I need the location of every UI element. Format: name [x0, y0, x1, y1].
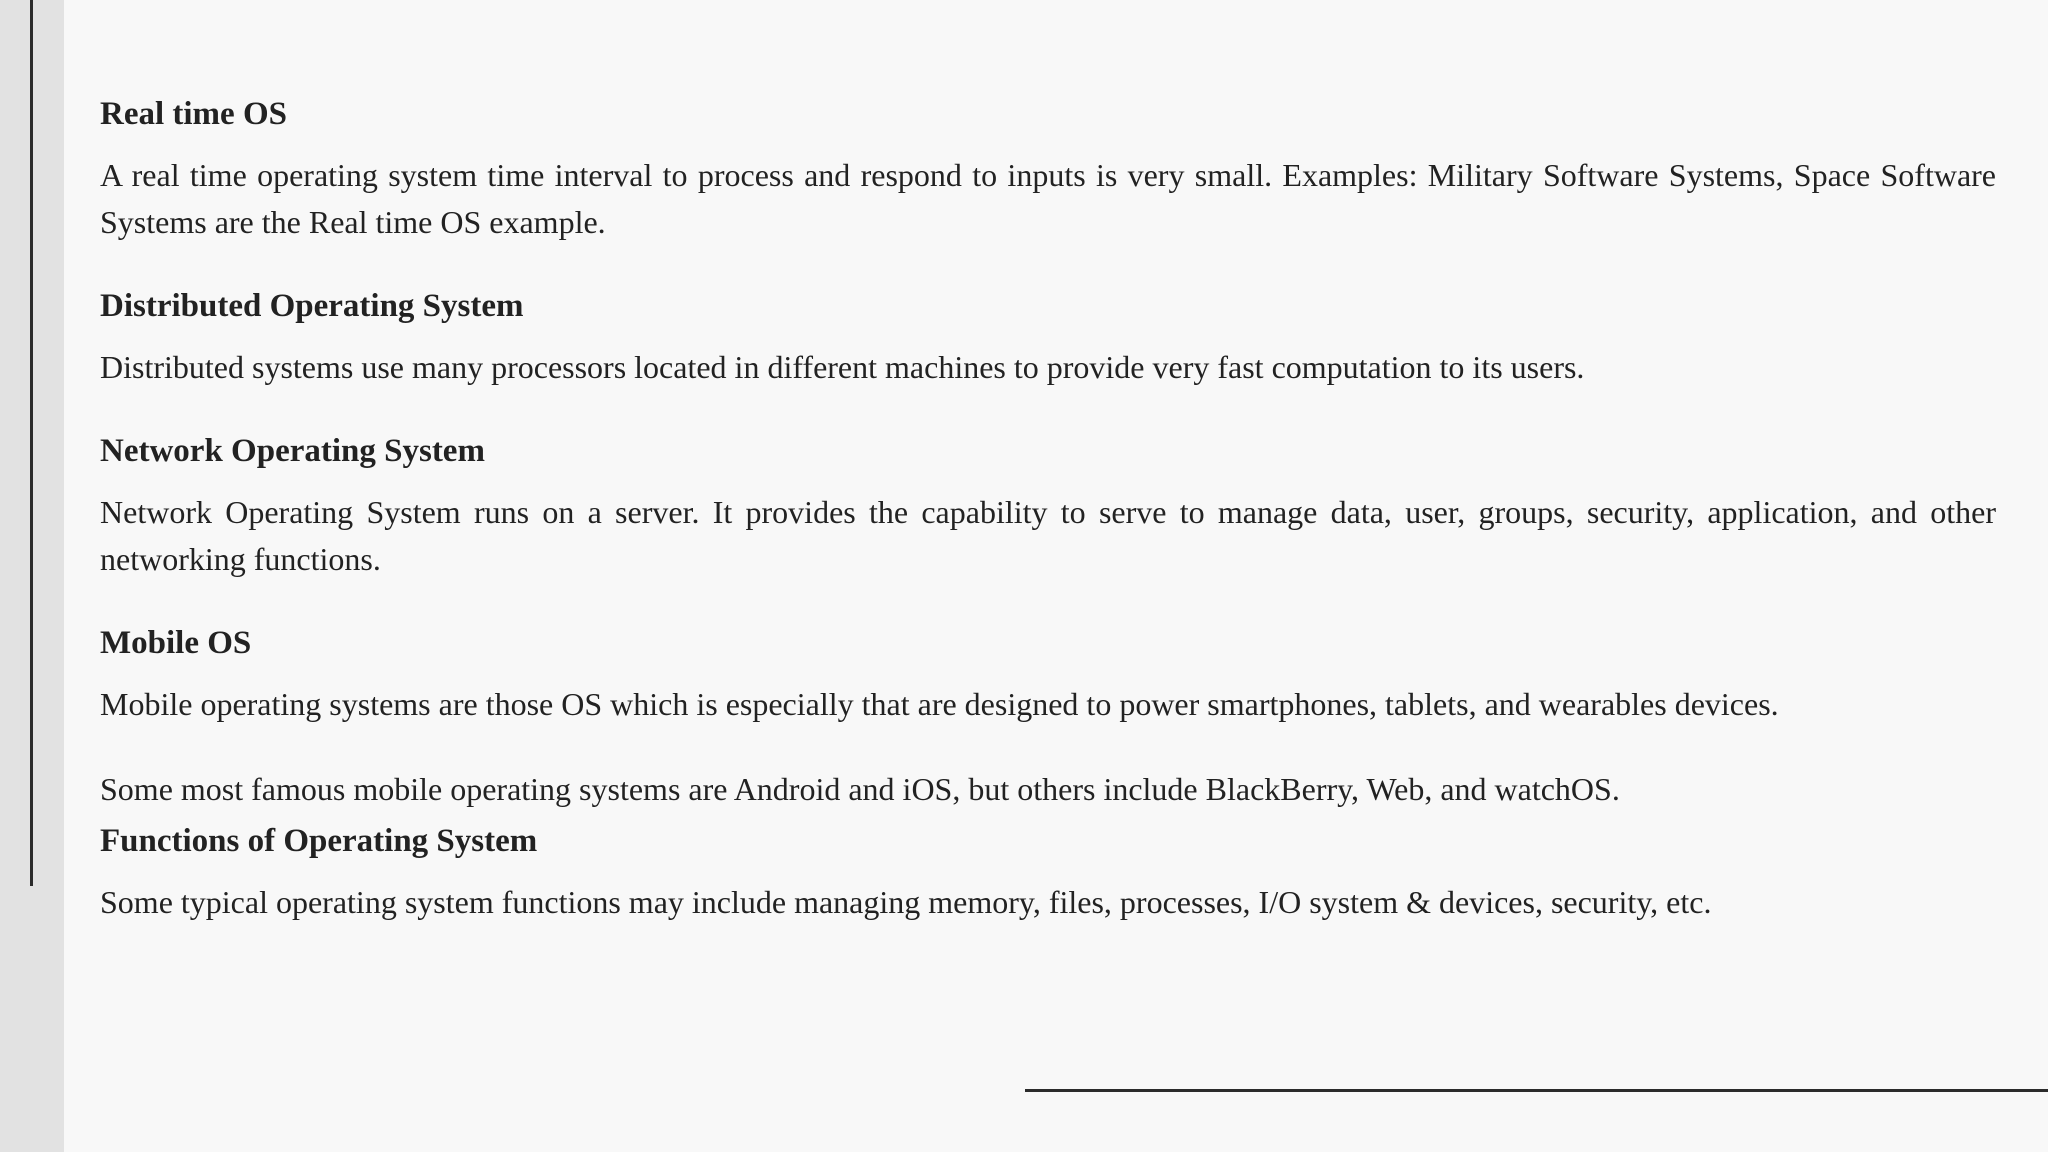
section-os-functions: [100, 819, 1996, 926]
section-paragraph: Some most famous mobile operating systems are Android and iOS, but others include BlackBerry, Web, and watchOS.: [100, 771, 1620, 807]
bottom-horizontal-rule: [1025, 1089, 2048, 1092]
section-distributed-os: [100, 284, 1996, 391]
section-paragraph: Distributed systems use many processors located in different machines to provide very fast computation to its users.: [100, 349, 1585, 385]
section-paragraph: Some typical operating system functions may include managing memory, files, processes, I/O system & devices, security, etc.: [100, 884, 1712, 920]
section-heading: Network Operating System: [100, 433, 485, 469]
section-heading: Real time OS: [100, 96, 287, 132]
section-real-time-os: [100, 92, 1996, 246]
section-heading: Mobile OS: [100, 625, 252, 661]
section-paragraph: A real time operating system time interval to process and respond to inputs is very small. Examples: Military Software Systems, Space Software Systems are the Real time OS example.: [100, 157, 1996, 240]
document-content: [100, 92, 1996, 964]
left-vertical-rule: [30, 0, 33, 886]
section-paragraph: Mobile operating systems are those OS which is especially that are designed to power smartphones, tablets, and wearables devices.: [100, 686, 1779, 722]
section-heading: Functions of Operating System: [100, 823, 538, 859]
section-heading: Distributed Operating System: [100, 288, 524, 324]
section-mobile-os: [100, 621, 1996, 813]
section-network-os: [100, 429, 1996, 583]
section-paragraph: Network Operating System runs on a server. It provides the capability to serve to manage data, user, groups, security, application, and other networking functions.: [100, 494, 1996, 577]
